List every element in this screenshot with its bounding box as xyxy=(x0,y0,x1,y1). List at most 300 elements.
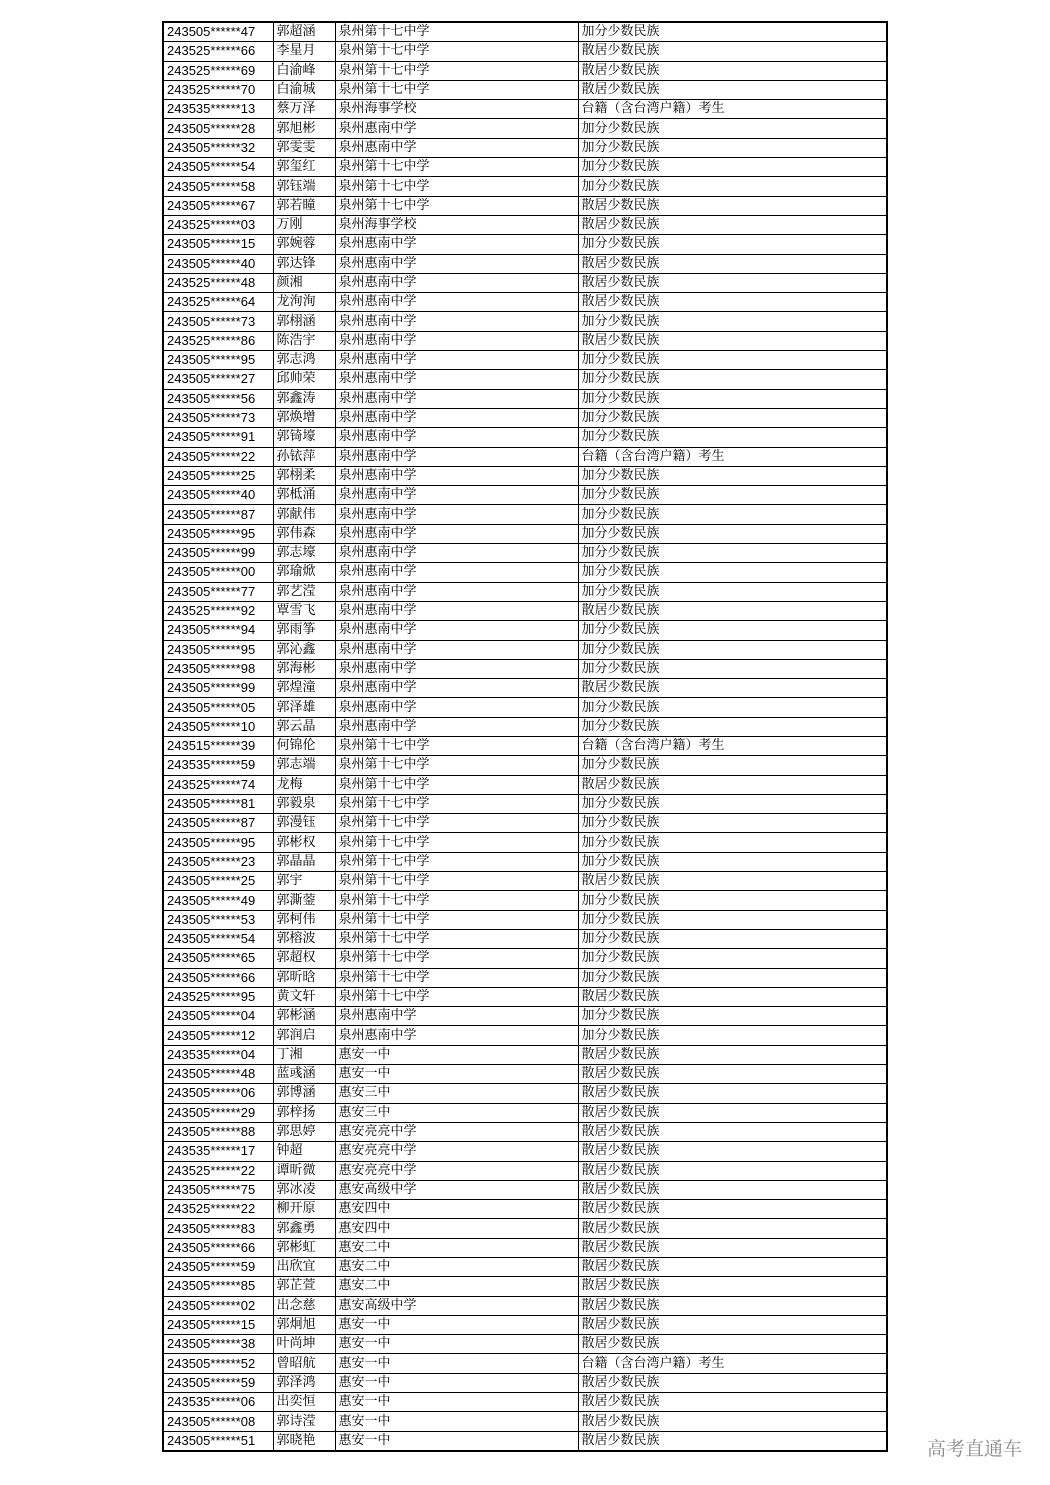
table-row xyxy=(163,736,887,755)
school-cell: 惠安一中 xyxy=(335,1393,578,1412)
exam-id-cell: 243505******87 xyxy=(163,505,273,524)
exam-id-cell: 243505******38 xyxy=(163,1335,273,1354)
student-name-cell: 郭云晶 xyxy=(273,717,335,736)
school-cell: 泉州惠南中学 xyxy=(335,486,578,505)
table-row xyxy=(163,61,887,80)
category-cell: 散居少数民族 xyxy=(578,1373,887,1392)
table-body xyxy=(163,22,887,1451)
table-row xyxy=(163,177,887,196)
category-cell: 加分少数民族 xyxy=(578,756,887,775)
table-row xyxy=(163,1258,887,1277)
student-name-cell: 郭晶晶 xyxy=(273,852,335,871)
school-cell: 泉州惠南中学 xyxy=(335,389,578,408)
school-cell: 泉州第十七中学 xyxy=(335,891,578,910)
student-name-cell: 郭彬涵 xyxy=(273,1007,335,1026)
table-row xyxy=(163,814,887,833)
school-cell: 泉州第十七中学 xyxy=(335,833,578,852)
student-name-cell: 郭煌潼 xyxy=(273,679,335,698)
category-cell: 加分少数民族 xyxy=(578,968,887,987)
table-row xyxy=(163,1161,887,1180)
school-cell: 惠安三中 xyxy=(335,1103,578,1122)
student-name-cell: 谭昕微 xyxy=(273,1161,335,1180)
category-cell: 加分少数民族 xyxy=(578,158,887,177)
category-cell: 台籍（含台湾户籍）考生 xyxy=(578,1354,887,1373)
table-row xyxy=(163,621,887,640)
category-cell: 散居少数民族 xyxy=(578,1296,887,1315)
category-cell: 加分少数民族 xyxy=(578,408,887,427)
student-name-cell: 郭彬权 xyxy=(273,833,335,852)
exam-id-cell: 243505******40 xyxy=(163,486,273,505)
exam-id-cell: 243525******66 xyxy=(163,42,273,61)
school-cell: 惠安一中 xyxy=(335,1065,578,1084)
exam-id-cell: 243505******75 xyxy=(163,1180,273,1199)
table-row xyxy=(163,273,887,292)
exam-id-cell: 243505******49 xyxy=(163,891,273,910)
table-row xyxy=(163,1277,887,1296)
exam-id-cell: 243535******04 xyxy=(163,1045,273,1064)
table-row xyxy=(163,254,887,273)
student-name-cell: 曾昭航 xyxy=(273,1354,335,1373)
exam-id-cell: 243505******95 xyxy=(163,351,273,370)
category-cell: 散居少数民族 xyxy=(578,196,887,215)
school-cell: 泉州惠南中学 xyxy=(335,563,578,582)
exam-id-cell: 243525******22 xyxy=(163,1200,273,1219)
table-row xyxy=(163,929,887,948)
student-name-cell: 出欣宜 xyxy=(273,1258,335,1277)
category-cell: 加分少数民族 xyxy=(578,428,887,447)
school-cell: 泉州惠南中学 xyxy=(335,679,578,698)
category-cell: 加分少数民族 xyxy=(578,621,887,640)
student-name-cell: 郭梓扬 xyxy=(273,1103,335,1122)
category-cell: 加分少数民族 xyxy=(578,351,887,370)
category-cell: 散居少数民族 xyxy=(578,42,887,61)
data-table xyxy=(162,21,888,1452)
school-cell: 惠安二中 xyxy=(335,1258,578,1277)
category-cell: 加分少数民族 xyxy=(578,910,887,929)
student-name-cell: 郭婉蓉 xyxy=(273,235,335,254)
student-name-cell: 陈浩宇 xyxy=(273,331,335,350)
school-cell: 泉州惠南中学 xyxy=(335,505,578,524)
student-name-cell: 郭艺滢 xyxy=(273,582,335,601)
exam-id-cell: 243505******88 xyxy=(163,1122,273,1141)
table-row xyxy=(163,1084,887,1103)
school-cell: 泉州第十七中学 xyxy=(335,852,578,871)
school-cell: 惠安二中 xyxy=(335,1277,578,1296)
student-name-cell: 郭雨筝 xyxy=(273,621,335,640)
category-cell: 加分少数民族 xyxy=(578,22,887,42)
exam-id-cell: 243505******10 xyxy=(163,717,273,736)
exam-id-cell: 243505******59 xyxy=(163,1373,273,1392)
exam-id-cell: 243505******51 xyxy=(163,1431,273,1451)
school-cell: 泉州第十七中学 xyxy=(335,756,578,775)
student-name-cell: 郭泽雄 xyxy=(273,698,335,717)
category-cell: 散居少数民族 xyxy=(578,1103,887,1122)
school-cell: 惠安亮亮中学 xyxy=(335,1142,578,1161)
table-row xyxy=(163,1373,887,1392)
exam-id-cell: 243505******27 xyxy=(163,370,273,389)
exam-id-cell: 243505******54 xyxy=(163,929,273,948)
exam-id-cell: 243535******13 xyxy=(163,100,273,119)
school-cell: 泉州惠南中学 xyxy=(335,370,578,389)
school-cell: 泉州第十七中学 xyxy=(335,929,578,948)
exam-id-cell: 243505******25 xyxy=(163,872,273,891)
student-name-cell: 郭钰端 xyxy=(273,177,335,196)
student-name-cell: 郭锜壕 xyxy=(273,428,335,447)
table-row xyxy=(163,1296,887,1315)
category-cell: 散居少数民族 xyxy=(578,987,887,1006)
exam-id-cell: 243505******65 xyxy=(163,949,273,968)
table-row xyxy=(163,466,887,485)
table-row xyxy=(163,1431,887,1451)
student-name-cell: 蓝彧涵 xyxy=(273,1065,335,1084)
category-cell: 加分少数民族 xyxy=(578,235,887,254)
school-cell: 泉州第十七中学 xyxy=(335,196,578,215)
student-name-cell: 郭彬虹 xyxy=(273,1238,335,1257)
student-name-cell: 郭芷萱 xyxy=(273,1277,335,1296)
exam-id-cell: 243525******70 xyxy=(163,80,273,99)
category-cell: 散居少数民族 xyxy=(578,61,887,80)
table-row xyxy=(163,235,887,254)
table-row xyxy=(163,331,887,350)
exam-id-cell: 243505******83 xyxy=(163,1219,273,1238)
category-cell: 散居少数民族 xyxy=(578,1142,887,1161)
table-row xyxy=(163,852,887,871)
school-cell: 惠安一中 xyxy=(335,1335,578,1354)
school-cell: 泉州惠南中学 xyxy=(335,1026,578,1045)
category-cell: 散居少数民族 xyxy=(578,1161,887,1180)
student-name-cell: 郭超权 xyxy=(273,949,335,968)
student-name-cell: 郭若瞳 xyxy=(273,196,335,215)
table-row xyxy=(163,698,887,717)
category-cell: 加分少数民族 xyxy=(578,640,887,659)
school-cell: 泉州惠南中学 xyxy=(335,138,578,157)
table-row xyxy=(163,370,887,389)
category-cell: 散居少数民族 xyxy=(578,80,887,99)
category-cell: 加分少数民族 xyxy=(578,312,887,331)
category-cell: 加分少数民族 xyxy=(578,1007,887,1026)
student-name-cell: 郭旭彬 xyxy=(273,119,335,138)
school-cell: 泉州惠南中学 xyxy=(335,331,578,350)
exam-id-cell: 243505******73 xyxy=(163,312,273,331)
student-name-cell: 白渝峰 xyxy=(273,61,335,80)
category-cell: 散居少数民族 xyxy=(578,1277,887,1296)
category-cell: 散居少数民族 xyxy=(578,775,887,794)
table-row xyxy=(163,1180,887,1199)
category-cell: 台籍（含台湾户籍）考生 xyxy=(578,736,887,755)
table-row xyxy=(163,1238,887,1257)
table-row xyxy=(163,1026,887,1045)
category-cell: 加分少数民族 xyxy=(578,389,887,408)
student-name-cell: 覃雪飞 xyxy=(273,601,335,620)
student-name-cell: 孙铱萍 xyxy=(273,447,335,466)
table-row xyxy=(163,775,887,794)
exam-id-cell: 243505******95 xyxy=(163,640,273,659)
school-cell: 惠安二中 xyxy=(335,1238,578,1257)
table-row xyxy=(163,563,887,582)
school-cell: 泉州惠南中学 xyxy=(335,235,578,254)
category-cell: 加分少数民族 xyxy=(578,891,887,910)
exam-id-cell: 243505******48 xyxy=(163,1065,273,1084)
school-cell: 泉州第十七中学 xyxy=(335,987,578,1006)
category-cell: 台籍（含台湾户籍）考生 xyxy=(578,100,887,119)
exam-id-cell: 243525******86 xyxy=(163,331,273,350)
school-cell: 泉州第十七中学 xyxy=(335,61,578,80)
exam-id-cell: 243505******73 xyxy=(163,408,273,427)
table-row xyxy=(163,1142,887,1161)
school-cell: 泉州惠南中学 xyxy=(335,119,578,138)
exam-id-cell: 243505******25 xyxy=(163,466,273,485)
table-row xyxy=(163,1335,887,1354)
student-name-cell: 郭柢涌 xyxy=(273,486,335,505)
student-name-cell: 郭瑜焮 xyxy=(273,563,335,582)
exam-id-cell: 243505******99 xyxy=(163,679,273,698)
school-cell: 惠安高级中学 xyxy=(335,1296,578,1315)
exam-id-cell: 243505******67 xyxy=(163,196,273,215)
exam-id-cell: 243505******58 xyxy=(163,177,273,196)
school-cell: 泉州第十七中学 xyxy=(335,910,578,929)
school-cell: 泉州惠南中学 xyxy=(335,544,578,563)
school-cell: 泉州惠南中学 xyxy=(335,428,578,447)
student-name-cell: 黄文轩 xyxy=(273,987,335,1006)
student-name-cell: 郭志端 xyxy=(273,756,335,775)
category-cell: 散居少数民族 xyxy=(578,1412,887,1431)
table-row xyxy=(163,505,887,524)
student-name-cell: 郭海彬 xyxy=(273,659,335,678)
exam-id-cell: 243505******04 xyxy=(163,1007,273,1026)
school-cell: 泉州惠南中学 xyxy=(335,524,578,543)
exam-id-cell: 243505******95 xyxy=(163,833,273,852)
table-row xyxy=(163,1007,887,1026)
exam-id-cell: 243525******69 xyxy=(163,61,273,80)
exam-id-cell: 243535******17 xyxy=(163,1142,273,1161)
table-row xyxy=(163,447,887,466)
student-name-cell: 郭献伟 xyxy=(273,505,335,524)
school-cell: 泉州第十七中学 xyxy=(335,22,578,42)
category-cell: 散居少数民族 xyxy=(578,1219,887,1238)
category-cell: 散居少数民族 xyxy=(578,293,887,312)
exam-id-cell: 243505******98 xyxy=(163,659,273,678)
category-cell: 加分少数民族 xyxy=(578,949,887,968)
table-row xyxy=(163,582,887,601)
student-name-cell: 郭晓艳 xyxy=(273,1431,335,1451)
category-cell: 散居少数民族 xyxy=(578,1065,887,1084)
table-row xyxy=(163,756,887,775)
table-row xyxy=(163,389,887,408)
student-name-cell: 郭思婷 xyxy=(273,1122,335,1141)
table-row xyxy=(163,659,887,678)
exam-id-cell: 243505******00 xyxy=(163,563,273,582)
exam-id-cell: 243505******99 xyxy=(163,544,273,563)
exam-id-cell: 243515******39 xyxy=(163,736,273,755)
table-row xyxy=(163,544,887,563)
exam-id-cell: 243525******92 xyxy=(163,601,273,620)
student-name-cell: 何锦伦 xyxy=(273,736,335,755)
category-cell: 加分少数民族 xyxy=(578,177,887,196)
school-cell: 泉州第十七中学 xyxy=(335,177,578,196)
school-cell: 泉州惠南中学 xyxy=(335,659,578,678)
student-name-cell: 郭达锋 xyxy=(273,254,335,273)
student-name-cell: 郭毅泉 xyxy=(273,794,335,813)
exam-id-cell: 243505******59 xyxy=(163,1258,273,1277)
student-name-cell: 丁湘 xyxy=(273,1045,335,1064)
category-cell: 加分少数民族 xyxy=(578,698,887,717)
school-cell: 泉州第十七中学 xyxy=(335,794,578,813)
school-cell: 泉州第十七中学 xyxy=(335,949,578,968)
school-cell: 泉州海事学校 xyxy=(335,215,578,234)
school-cell: 泉州惠南中学 xyxy=(335,582,578,601)
category-cell: 加分少数民族 xyxy=(578,717,887,736)
exam-id-cell: 243505******94 xyxy=(163,621,273,640)
school-cell: 泉州惠南中学 xyxy=(335,447,578,466)
table-row xyxy=(163,872,887,891)
category-cell: 加分少数民族 xyxy=(578,466,887,485)
school-cell: 泉州惠南中学 xyxy=(335,293,578,312)
school-cell: 惠安高级中学 xyxy=(335,1180,578,1199)
table-row xyxy=(163,351,887,370)
student-name-cell: 郭冰凌 xyxy=(273,1180,335,1199)
exam-id-cell: 243505******81 xyxy=(163,794,273,813)
category-cell: 加分少数民族 xyxy=(578,1026,887,1045)
category-cell: 加分少数民族 xyxy=(578,929,887,948)
student-name-cell: 出念慈 xyxy=(273,1296,335,1315)
category-cell: 散居少数民族 xyxy=(578,1084,887,1103)
student-name-cell: 郭伟森 xyxy=(273,524,335,543)
school-cell: 泉州惠南中学 xyxy=(335,254,578,273)
category-cell: 加分少数民族 xyxy=(578,659,887,678)
school-cell: 惠安四中 xyxy=(335,1200,578,1219)
exam-id-cell: 243535******06 xyxy=(163,1393,273,1412)
student-name-cell: 邱帅荣 xyxy=(273,370,335,389)
category-cell: 加分少数民族 xyxy=(578,505,887,524)
category-cell: 散居少数民族 xyxy=(578,601,887,620)
table-row xyxy=(163,891,887,910)
school-cell: 泉州第十七中学 xyxy=(335,775,578,794)
student-name-cell: 郭炯旭 xyxy=(273,1315,335,1334)
table-row xyxy=(163,1219,887,1238)
school-cell: 泉州惠南中学 xyxy=(335,717,578,736)
category-cell: 加分少数民族 xyxy=(578,119,887,138)
student-name-cell: 柳开原 xyxy=(273,1200,335,1219)
school-cell: 泉州惠南中学 xyxy=(335,698,578,717)
student-name-cell: 李星月 xyxy=(273,42,335,61)
exam-id-cell: 243505******66 xyxy=(163,968,273,987)
student-name-cell: 郭诗滢 xyxy=(273,1412,335,1431)
student-name-cell: 郭焕增 xyxy=(273,408,335,427)
student-name-cell: 郭志壕 xyxy=(273,544,335,563)
school-cell: 惠安一中 xyxy=(335,1412,578,1431)
category-cell: 散居少数民族 xyxy=(578,1258,887,1277)
table-row xyxy=(163,1045,887,1064)
table-row xyxy=(163,80,887,99)
category-cell: 加分少数民族 xyxy=(578,370,887,389)
exam-id-cell: 243505******32 xyxy=(163,138,273,157)
school-cell: 泉州第十七中学 xyxy=(335,814,578,833)
exam-id-cell: 243535******59 xyxy=(163,756,273,775)
student-name-cell: 郭志鸿 xyxy=(273,351,335,370)
table-row xyxy=(163,1065,887,1084)
table-row xyxy=(163,949,887,968)
exam-id-cell: 243505******91 xyxy=(163,428,273,447)
table-row xyxy=(163,408,887,427)
exam-id-cell: 243505******06 xyxy=(163,1084,273,1103)
category-cell: 散居少数民族 xyxy=(578,1315,887,1334)
category-cell: 散居少数民族 xyxy=(578,1431,887,1451)
student-name-cell: 郭润启 xyxy=(273,1026,335,1045)
student-name-cell: 郭栩涵 xyxy=(273,312,335,331)
exam-id-cell: 243505******29 xyxy=(163,1103,273,1122)
category-cell: 加分少数民族 xyxy=(578,794,887,813)
table-row xyxy=(163,987,887,1006)
school-cell: 惠安三中 xyxy=(335,1084,578,1103)
student-name-cell: 龙洵洵 xyxy=(273,293,335,312)
student-name-cell: 郭沁鑫 xyxy=(273,640,335,659)
school-cell: 泉州惠南中学 xyxy=(335,466,578,485)
student-name-cell: 郭雯雯 xyxy=(273,138,335,157)
exam-id-cell: 243505******12 xyxy=(163,1026,273,1045)
school-cell: 泉州惠南中学 xyxy=(335,640,578,659)
school-cell: 惠安一中 xyxy=(335,1315,578,1334)
school-cell: 惠安亮亮中学 xyxy=(335,1161,578,1180)
student-name-cell: 郭宇 xyxy=(273,872,335,891)
school-cell: 泉州惠南中学 xyxy=(335,273,578,292)
table-row xyxy=(163,794,887,813)
table-row xyxy=(163,196,887,215)
school-cell: 惠安一中 xyxy=(335,1354,578,1373)
student-name-cell: 郭玺红 xyxy=(273,158,335,177)
category-cell: 散居少数民族 xyxy=(578,1200,887,1219)
table-row xyxy=(163,138,887,157)
table-row xyxy=(163,640,887,659)
school-cell: 泉州惠南中学 xyxy=(335,408,578,427)
exam-id-cell: 243505******08 xyxy=(163,1412,273,1431)
school-cell: 泉州惠南中学 xyxy=(335,1007,578,1026)
school-cell: 惠安一中 xyxy=(335,1373,578,1392)
table-row xyxy=(163,42,887,61)
exam-id-cell: 243525******95 xyxy=(163,987,273,1006)
school-cell: 泉州第十七中学 xyxy=(335,158,578,177)
table-row xyxy=(163,1122,887,1141)
table-row xyxy=(163,486,887,505)
exam-id-cell: 243505******77 xyxy=(163,582,273,601)
exam-id-cell: 243505******54 xyxy=(163,158,273,177)
category-cell: 散居少数民族 xyxy=(578,872,887,891)
category-cell: 加分少数民族 xyxy=(578,544,887,563)
category-cell: 加分少数民族 xyxy=(578,563,887,582)
table-row xyxy=(163,215,887,234)
exam-id-cell: 243505******40 xyxy=(163,254,273,273)
student-name-cell: 万刚 xyxy=(273,215,335,234)
category-cell: 散居少数民族 xyxy=(578,273,887,292)
category-cell: 加分少数民族 xyxy=(578,138,887,157)
exam-id-cell: 243505******95 xyxy=(163,524,273,543)
category-cell: 散居少数民族 xyxy=(578,679,887,698)
exam-id-cell: 243505******66 xyxy=(163,1238,273,1257)
student-name-cell: 白渝城 xyxy=(273,80,335,99)
category-cell: 加分少数民族 xyxy=(578,582,887,601)
exam-id-cell: 243505******56 xyxy=(163,389,273,408)
category-cell: 加分少数民族 xyxy=(578,852,887,871)
student-name-cell: 郭博涵 xyxy=(273,1084,335,1103)
student-name-cell: 蔡万泽 xyxy=(273,100,335,119)
table-row xyxy=(163,717,887,736)
category-cell: 台籍（含台湾户籍）考生 xyxy=(578,447,887,466)
table-row xyxy=(163,119,887,138)
category-cell: 散居少数民族 xyxy=(578,1122,887,1141)
exam-id-cell: 243505******05 xyxy=(163,698,273,717)
category-cell: 散居少数民族 xyxy=(578,1045,887,1064)
table-row xyxy=(163,679,887,698)
school-cell: 惠安一中 xyxy=(335,1431,578,1451)
